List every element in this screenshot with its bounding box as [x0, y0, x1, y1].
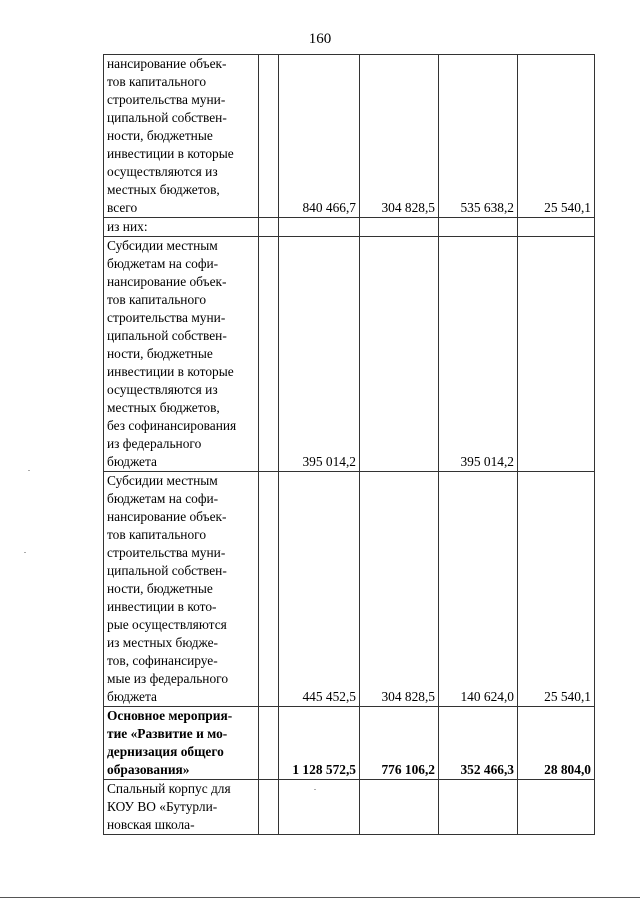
value-cell-local: [518, 218, 595, 237]
value-cell-total: [279, 780, 360, 835]
value-cell-total: 395 014,2: [279, 237, 360, 472]
value-cell-local: [518, 780, 595, 835]
scan-speck: [28, 470, 30, 471]
page-number: 160: [308, 31, 332, 47]
spacer-cell: [259, 707, 279, 780]
value-cell-federal: [360, 780, 439, 835]
scan-speck: [314, 789, 316, 790]
value-cell-regional: 395 014,2: [439, 237, 518, 472]
table-row: [104, 218, 595, 237]
bottom-rule: [0, 897, 640, 898]
row-name-cell: [104, 55, 259, 218]
value-cell-regional: [439, 780, 518, 835]
row-name: нансирование объек- тов капитального строительства муни- ципальной собствен- ности, бюджетные инвестиции в которые осуществляются из местных бюджетов, всего: [107, 56, 234, 215]
table-row: [104, 707, 595, 780]
table-row: [104, 237, 595, 472]
value-cell-total: 840 466,7: [279, 55, 360, 218]
spacer-cell: [259, 55, 279, 218]
value-cell-federal: [360, 237, 439, 472]
value-cell-regional: [439, 218, 518, 237]
row-name: Основное мероприя- тие «Развитие и мо- дернизация общего образования»: [107, 708, 233, 777]
row-name-cell: [104, 472, 259, 707]
value-cell-total: 1 128 572,5: [279, 707, 360, 780]
row-name: Субсидии местным бюджетам на софи- нансирование объек- тов капитального строительства муни- ципальной собствен- ности, бюджетные инвестиции в которые осуществляются из местных бюджетов, без софинансирования из федерального бюджета: [107, 238, 237, 469]
value-cell-local: 25 540,1: [518, 472, 595, 707]
value-cell-local: [518, 237, 595, 472]
table-row: [104, 55, 595, 218]
table-row: [104, 472, 595, 707]
value-cell-regional: 535 638,2: [439, 55, 518, 218]
value-cell-total: [279, 218, 360, 237]
spacer-cell: [259, 472, 279, 707]
spacer-cell: [259, 780, 279, 835]
value-cell-regional: 352 466,3: [439, 707, 518, 780]
spacer-cell: [259, 218, 279, 237]
value-cell-local: 28 804,0: [518, 707, 595, 780]
row-name-cell: [104, 707, 259, 780]
row-name-cell: [104, 237, 259, 472]
spacer-cell: [259, 237, 279, 472]
value-cell-federal: [360, 218, 439, 237]
scan-speck: [24, 552, 26, 553]
row-name-cell: [104, 218, 259, 237]
value-cell-federal: 776 106,2: [360, 707, 439, 780]
value-cell-local: 25 540,1: [518, 55, 595, 218]
value-cell-regional: 140 624,0: [439, 472, 518, 707]
value-cell-total: 445 452,5: [279, 472, 360, 707]
row-name: из них:: [107, 219, 148, 234]
value-cell-federal: 304 828,5: [360, 472, 439, 707]
value-cell-federal: 304 828,5: [360, 55, 439, 218]
table-row: [104, 780, 595, 835]
row-name-cell: [104, 780, 259, 835]
budget-table: [103, 54, 595, 835]
row-name: Спальный корпус для КОУ ВО «Бутурли- новская школа-: [107, 781, 231, 832]
row-name: Субсидии местным бюджетам на софи- нансирование объек- тов капитального строительства муни- ципальной собствен- ности, бюджетные инвестиции в кото- рые осуществляются из местных бюдже- тов, софинансируе- мые из федерального бюджета: [107, 473, 229, 704]
